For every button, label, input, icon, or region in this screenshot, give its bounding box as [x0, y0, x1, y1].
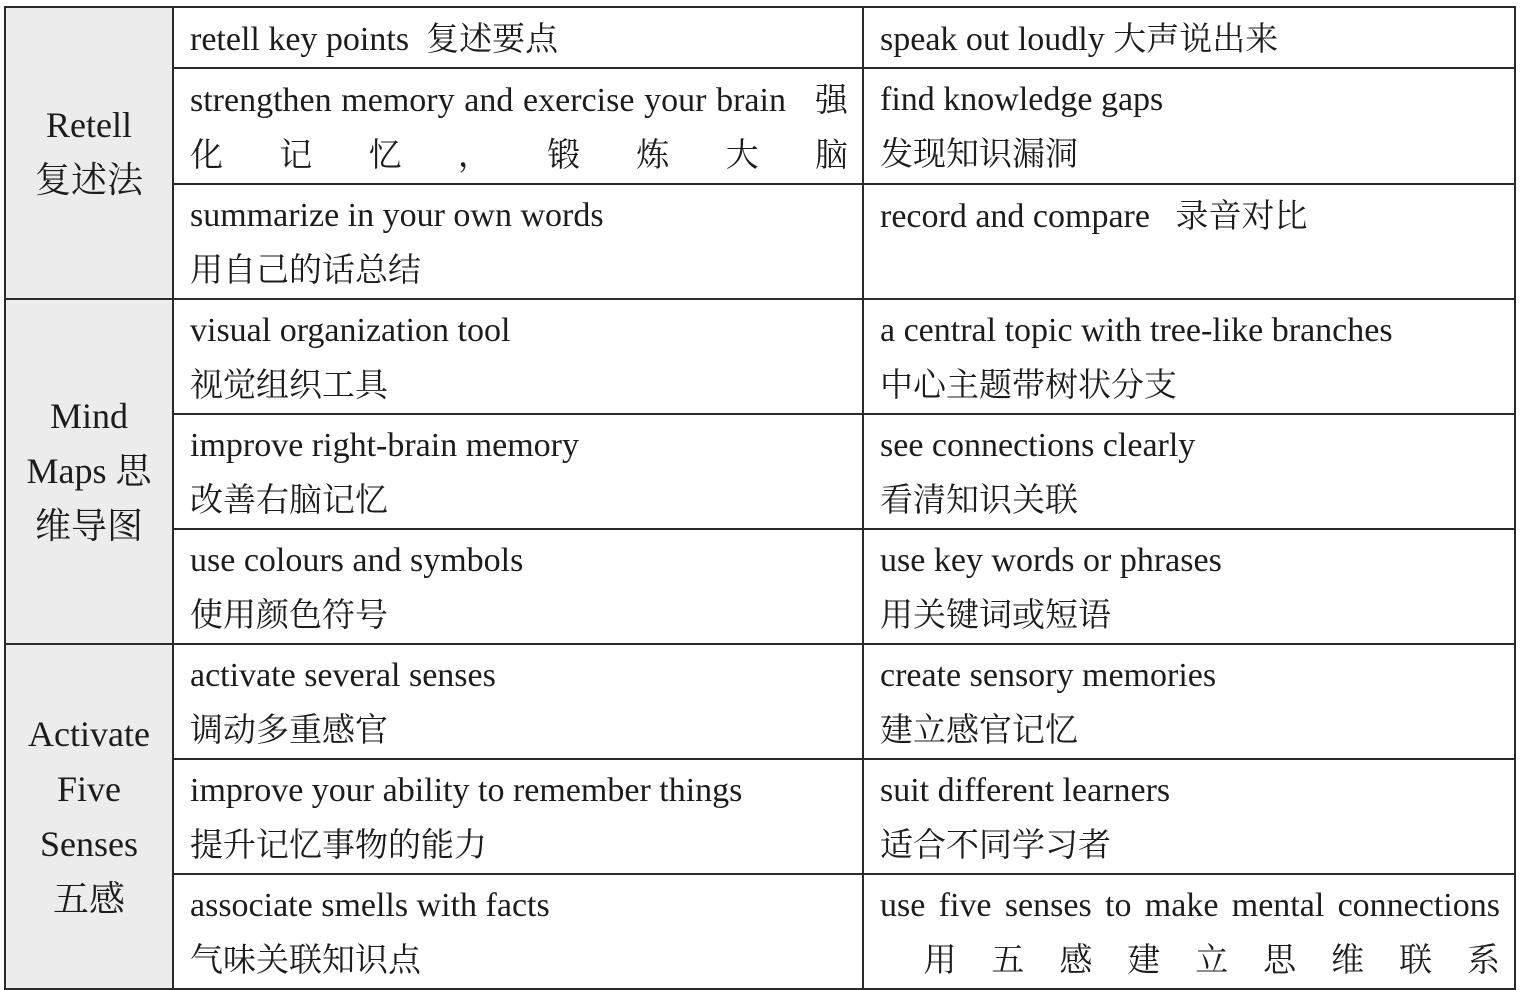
category-label: Activate — [28, 713, 150, 754]
chinese-translation: 大声说出来 — [1113, 19, 1279, 58]
cell-text — [864, 415, 1514, 528]
chinese-translation: 录音对比 — [1175, 196, 1308, 235]
table-row — [5, 184, 1515, 299]
memory-methods-table — [4, 6, 1516, 990]
chinese-translation: 适合不同学习者 — [880, 825, 1111, 864]
phrase-separator — [1105, 21, 1114, 58]
english-phrase: use colours and symbols — [190, 542, 524, 579]
chinese-translation: 复述要点 — [426, 19, 559, 58]
chinese-translation: 视觉组织工具 — [190, 365, 388, 404]
english-phrase: summarize in your own words — [190, 197, 604, 234]
english-phrase: a central topic with tree-like branches — [880, 312, 1393, 349]
chinese-translation: 看清知识关联 — [880, 480, 1078, 519]
chinese-translation: 用自己的话总结 — [190, 250, 421, 289]
benefit-cell — [863, 414, 1515, 529]
table-row — [5, 68, 1515, 184]
chinese-translation: 提升记忆事物的能力 — [190, 825, 487, 864]
table-row — [5, 874, 1515, 989]
chinese-translation: 用五感建立思维联系 — [923, 940, 1501, 979]
cell-text — [174, 8, 862, 67]
table-row — [5, 414, 1515, 529]
benefit-cell — [863, 874, 1515, 989]
feature-cell — [173, 7, 863, 68]
benefit-cell — [863, 68, 1515, 184]
chinese-translation: 中心主题带树状分支 — [880, 365, 1177, 404]
phrase-separator — [1150, 198, 1176, 235]
chinese-translation: 使用颜色符号 — [190, 595, 388, 634]
chinese-translation: 调动多重感官 — [190, 710, 388, 749]
chinese-translation: 改善右脑记忆 — [190, 480, 388, 519]
cell-text — [864, 760, 1514, 873]
chinese-translation: 用关键词或短语 — [880, 595, 1111, 634]
english-phrase: see connections clearly — [880, 427, 1196, 464]
table-row — [5, 7, 1515, 68]
feature-cell — [173, 759, 863, 874]
cell-text — [174, 645, 862, 758]
chinese-translation: 气味关联知识点 — [190, 940, 421, 979]
phrase-separator — [786, 82, 815, 119]
cell-text — [864, 300, 1514, 413]
cell-text — [174, 300, 862, 413]
cell-text — [174, 875, 862, 988]
english-phrase: create sensory memories — [880, 657, 1217, 694]
english-phrase: retell key points — [190, 21, 410, 58]
chinese-translation: 强化记忆，锻炼大脑 — [190, 80, 849, 174]
feature-cell — [173, 644, 863, 759]
chinese-translation: 发现知识漏洞 — [880, 134, 1078, 173]
english-phrase: activate several senses — [190, 657, 496, 694]
table-row — [5, 644, 1515, 759]
feature-cell — [173, 299, 863, 414]
cell-text — [864, 875, 1514, 988]
cell-text — [864, 69, 1514, 182]
english-phrase: strengthen memory and exercise your brain — [190, 82, 786, 119]
cell-text — [864, 645, 1514, 758]
category-label: 维导图 — [34, 506, 143, 546]
cell-text — [174, 415, 862, 528]
category-label: Senses — [40, 823, 138, 864]
cell-text — [174, 530, 862, 643]
english-phrase: improve your ability to remember things — [190, 772, 743, 809]
cell-text — [864, 185, 1514, 244]
english-phrase: find knowledge gaps — [880, 81, 1164, 118]
category-cell — [5, 7, 173, 299]
table-body — [5, 7, 1515, 989]
english-phrase: visual organization tool — [190, 312, 511, 349]
benefit-cell — [863, 184, 1515, 299]
english-phrase: record and compare — [880, 198, 1150, 235]
english-phrase: use key words or phrases — [880, 542, 1222, 579]
phrase-separator — [409, 21, 426, 58]
benefit-cell — [863, 299, 1515, 414]
category-cell — [5, 644, 173, 989]
feature-cell — [173, 68, 863, 184]
table-row — [5, 759, 1515, 874]
category-cell — [5, 299, 173, 644]
category-label: Mind — [49, 396, 128, 436]
cell-text — [174, 185, 862, 298]
feature-cell — [173, 529, 863, 644]
english-phrase: improve right-brain memory — [190, 427, 580, 464]
english-phrase: use five senses to make mental connections — [880, 887, 1500, 924]
benefit-cell — [863, 759, 1515, 874]
benefit-cell — [863, 7, 1515, 68]
category-label: Maps 思 — [26, 451, 152, 491]
table-row — [5, 299, 1515, 414]
benefit-cell — [863, 644, 1515, 759]
category-label: 五感 — [52, 878, 125, 919]
english-phrase: suit different learners — [880, 772, 1171, 809]
cell-text — [174, 69, 862, 183]
cell-text — [864, 8, 1514, 67]
category-label: 复述法 — [34, 160, 143, 200]
benefit-cell — [863, 529, 1515, 644]
category-label: Retell — [46, 105, 132, 145]
feature-cell — [173, 874, 863, 989]
english-phrase: associate smells with facts — [190, 887, 550, 924]
chinese-translation: 建立感官记忆 — [880, 710, 1078, 749]
cell-text — [864, 530, 1514, 643]
feature-cell — [173, 184, 863, 299]
phrase-separator — [880, 942, 923, 979]
feature-cell — [173, 414, 863, 529]
table-row — [5, 529, 1515, 644]
english-phrase: speak out loudly — [880, 21, 1105, 58]
category-label: Five — [56, 768, 121, 809]
cell-text — [174, 760, 862, 873]
